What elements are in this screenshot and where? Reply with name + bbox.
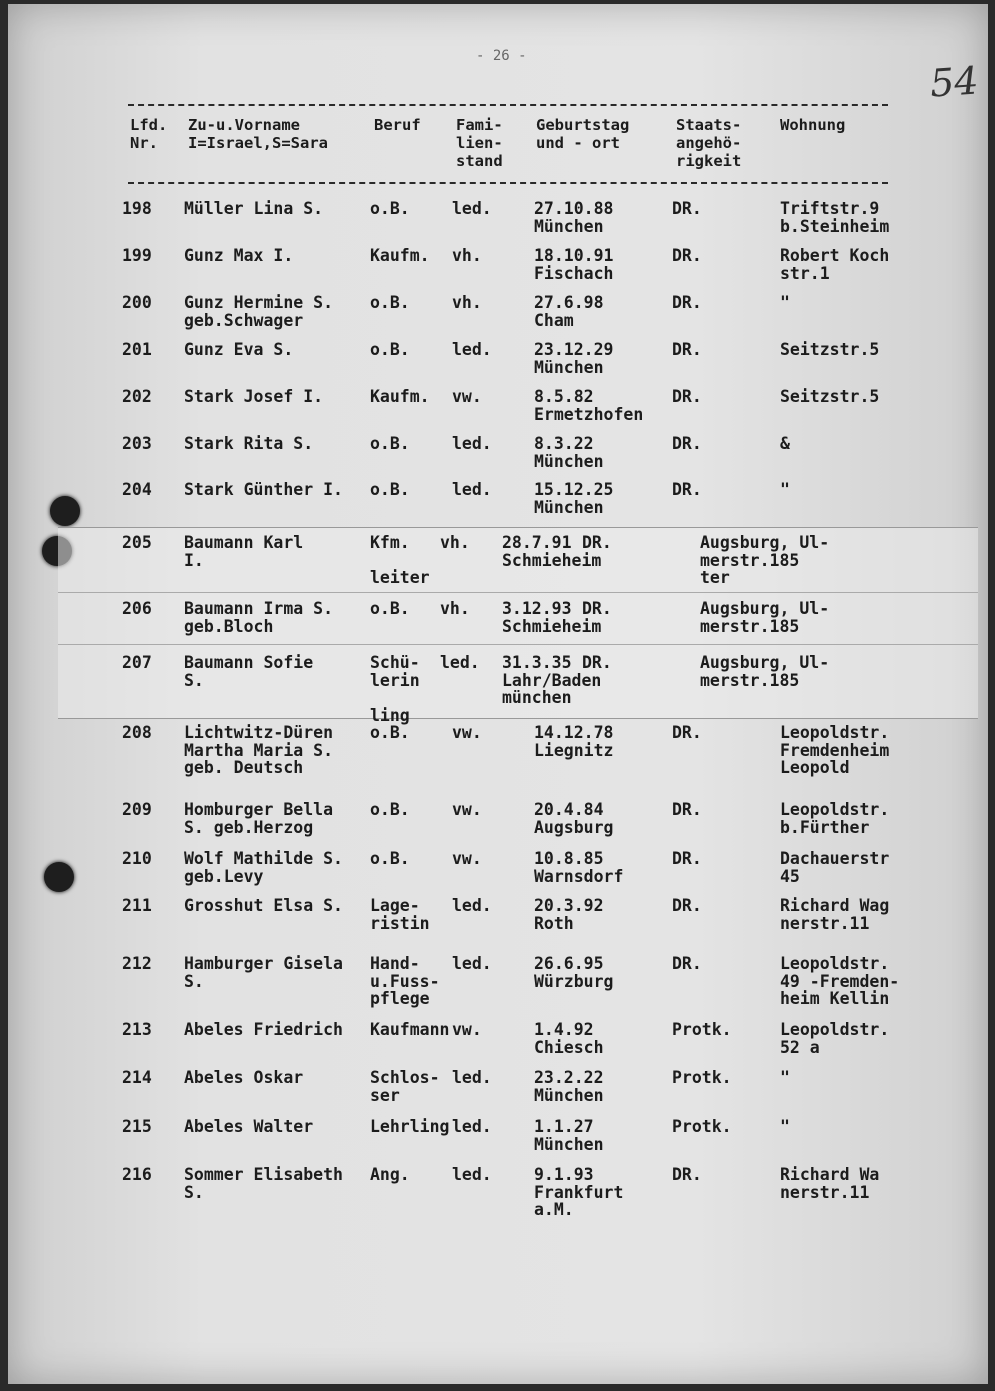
cell-wohnung: Leopoldstr. Fremdenheim Leopold [780, 723, 890, 777]
cell-name: Müller Lina S. [184, 199, 324, 218]
cell-fam: vh. [440, 533, 470, 552]
cell-beruf: o.B. [370, 800, 410, 819]
cell-wohnung: Leopoldstr. 52 a [780, 1020, 890, 1057]
cell-beruf: Ang. [370, 1165, 410, 1184]
table-header [8, 116, 988, 180]
cell-geb: 27.10.88 München [534, 199, 614, 236]
cell-geb: 15.12.25 München [534, 480, 614, 517]
cell-nr: 209 [122, 800, 152, 819]
cell-wohnung: Augsburg, Ul- merstr.185 ter [700, 533, 830, 587]
insert-divider [58, 644, 978, 645]
cell-name: Sommer Elisabeth S. [184, 1165, 343, 1202]
cell-wohnung: Leopoldstr. b.Fürther [780, 800, 890, 837]
cell-geb: 14.12.78 Liegnitz [534, 723, 614, 760]
cell-geb: 18.10.91 Fischach [534, 246, 614, 283]
cell-nr: 213 [122, 1020, 152, 1039]
cell-name: Gunz Eva S. [184, 340, 294, 359]
punch-hole [44, 862, 74, 892]
cell-fam: led. [452, 480, 492, 499]
cell-wohnung: Seitzstr.5 [780, 340, 880, 359]
header-beruf: Beruf [374, 116, 421, 134]
cell-name: Homburger Bella S. geb.Herzog [184, 800, 334, 837]
header-geburt: Geburtstag und - ort [536, 116, 630, 152]
cell-beruf: o.B. [370, 199, 410, 218]
cell-fam: led. [452, 1165, 492, 1184]
punch-hole [50, 496, 80, 526]
header-staat: Staats- angehö- rigkeit [676, 116, 742, 170]
cell-fam: vw. [452, 723, 482, 742]
cell-fam: led. [452, 1068, 492, 1087]
page-marker: - 26 - [476, 48, 527, 64]
cell-staat: Protk. [672, 1068, 732, 1087]
cell-beruf: Kaufm. [370, 246, 430, 265]
cell-nr: 215 [122, 1117, 152, 1136]
cell-name: Gunz Hermine S. geb.Schwager [184, 293, 334, 330]
cell-geb: 1.4.92 Chiesch [534, 1020, 604, 1057]
header-nr: Lfd. Nr. [130, 116, 168, 152]
cell-staat: DR. [582, 599, 612, 618]
cell-beruf: o.B. [370, 723, 410, 742]
cell-staat: DR. [672, 434, 702, 453]
cell-staat: DR. [672, 246, 702, 265]
cell-fam: vh. [452, 293, 482, 312]
cell-nr: 202 [122, 387, 152, 406]
cell-name: Stark Josef I. [184, 387, 324, 406]
cell-beruf: Kfm. leiter [370, 533, 430, 587]
cell-nr: 211 [122, 896, 152, 915]
cell-nr: 200 [122, 293, 152, 312]
cell-geb: 20.4.84 Augsburg [534, 800, 614, 837]
cell-beruf: Kaufmann [370, 1020, 450, 1039]
cell-nr: 216 [122, 1165, 152, 1184]
cell-nr: 203 [122, 434, 152, 453]
folio-number: 54 [928, 58, 980, 106]
cell-staat: DR. [672, 896, 702, 915]
cell-beruf: Schü- lerin ling [370, 653, 420, 725]
cell-geb: 10.8.85 Warnsdorf [534, 849, 624, 886]
cell-geb: 9.1.93 Frankfurt a.M. [534, 1165, 624, 1219]
cell-wohnung: Leopoldstr. 49 -Fremden- heim Kellin [780, 954, 900, 1008]
cell-fam: led. [452, 954, 492, 973]
header-wohnung: Wohnung [780, 116, 846, 134]
cell-name: Wolf Mathilde S. geb.Levy [184, 849, 343, 886]
header-familienstand: Fami- lien- stand [456, 116, 503, 170]
cell-wohnung: " [780, 1117, 790, 1136]
cell-geb: 28.7.91 Schmieheim [502, 533, 602, 570]
cell-name: Abeles Walter [184, 1117, 314, 1136]
cell-nr: 207 [122, 653, 152, 672]
cell-wohnung: Augsburg, Ul- merstr.185 [700, 653, 830, 690]
cell-geb: 27.6.98 Cham [534, 293, 604, 330]
rule-header-bottom [128, 182, 888, 184]
cell-fam: vw. [452, 1020, 482, 1039]
cell-wohnung: " [780, 480, 790, 499]
cell-beruf: o.B. [370, 293, 410, 312]
cell-beruf: o.B. [370, 599, 410, 618]
cell-fam: vw. [452, 800, 482, 819]
cell-geb: 20.3.92 Roth [534, 896, 604, 933]
cell-name: Abeles Oskar [184, 1068, 304, 1087]
cell-geb: 1.1.27 München [534, 1117, 604, 1154]
cell-beruf: Schlos- ser [370, 1068, 440, 1105]
document-page [8, 4, 988, 1384]
cell-name: Baumann Sofie S. [184, 653, 314, 690]
cell-name: Baumann Karl I. [184, 533, 304, 570]
rule-top [128, 104, 888, 106]
cell-wohnung: Augsburg, Ul- merstr.185 [700, 599, 830, 636]
cell-beruf: o.B. [370, 340, 410, 359]
cell-wohnung: " [780, 293, 790, 312]
cell-staat: DR. [672, 800, 702, 819]
cell-fam: led. [452, 199, 492, 218]
cell-fam: led. [452, 896, 492, 915]
cell-nr: 198 [122, 199, 152, 218]
cell-name: Stark Rita S. [184, 434, 314, 453]
cell-geb: 8.5.82 Ermetzhofen [534, 387, 644, 424]
cell-nr: 212 [122, 954, 152, 973]
cell-fam: led. [440, 653, 480, 672]
cell-wohnung: Robert Koch str.1 [780, 246, 890, 283]
cell-geb: 31.3.35 Lahr/Baden münchen [502, 653, 602, 707]
cell-wohnung: Richard Wag nerstr.11 [780, 896, 890, 933]
cell-staat: DR. [672, 480, 702, 499]
cell-beruf: o.B. [370, 480, 410, 499]
cell-nr: 210 [122, 849, 152, 868]
cell-nr: 201 [122, 340, 152, 359]
cell-fam: vh. [452, 246, 482, 265]
cell-staat: DR. [672, 723, 702, 742]
cell-nr: 199 [122, 246, 152, 265]
cell-name: Grosshut Elsa S. [184, 896, 343, 915]
cell-fam: vw. [452, 387, 482, 406]
cell-staat: DR. [672, 387, 702, 406]
cell-staat: Protk. [672, 1020, 732, 1039]
cell-name: Baumann Irma S. geb.Bloch [184, 599, 334, 636]
cell-geb: 23.12.29 München [534, 340, 614, 377]
cell-wohnung: Dachauerstr 45 [780, 849, 890, 886]
cell-wohnung: Triftstr.9 b.Steinheim [780, 199, 890, 236]
cell-beruf: Lehrling [370, 1117, 450, 1136]
header-name: Zu-u.Vorname I=Israel,S=Sara [188, 116, 328, 152]
cell-nr: 208 [122, 723, 152, 742]
cell-name: Stark Günther I. [184, 480, 343, 499]
cell-staat: Protk. [672, 1117, 732, 1136]
cell-beruf: o.B. [370, 849, 410, 868]
cell-geb: 23.2.22 München [534, 1068, 604, 1105]
cell-fam: led. [452, 1117, 492, 1136]
cell-fam: vw. [452, 849, 482, 868]
cell-staat: DR. [672, 293, 702, 312]
cell-staat: DR. [672, 954, 702, 973]
cell-geb: 3.12.93 Schmieheim [502, 599, 602, 636]
cell-staat: DR. [672, 849, 702, 868]
cell-wohnung: & [780, 434, 790, 453]
cell-staat: DR. [582, 653, 612, 672]
cell-nr: 206 [122, 599, 152, 618]
cell-name: Lichtwitz-Düren Martha Maria S. geb. Deutsch [184, 723, 334, 777]
cell-name: Hamburger Gisela S. [184, 954, 343, 991]
insert-divider [58, 592, 978, 593]
cell-staat: DR. [672, 1165, 702, 1184]
cell-beruf: Kaufm. [370, 387, 430, 406]
cell-staat: DR. [582, 533, 612, 552]
cell-wohnung: " [780, 1068, 790, 1087]
cell-staat: DR. [672, 199, 702, 218]
cell-staat: DR. [672, 340, 702, 359]
cell-beruf: Hand- u.Fuss- pflege [370, 954, 440, 1008]
cell-nr: 204 [122, 480, 152, 499]
cell-nr: 214 [122, 1068, 152, 1087]
cell-name: Abeles Friedrich [184, 1020, 343, 1039]
cell-nr: 205 [122, 533, 152, 552]
cell-beruf: o.B. [370, 434, 410, 453]
cell-fam: led. [452, 340, 492, 359]
cell-wohnung: Richard Wa nerstr.11 [780, 1165, 880, 1202]
cell-name: Gunz Max I. [184, 246, 294, 265]
cell-fam: vh. [440, 599, 470, 618]
cell-geb: 8.3.22 München [534, 434, 604, 471]
cell-fam: led. [452, 434, 492, 453]
cell-wohnung: Seitzstr.5 [780, 387, 880, 406]
cell-beruf: Lage- ristin [370, 896, 430, 933]
cell-geb: 26.6.95 Würzburg [534, 954, 614, 991]
